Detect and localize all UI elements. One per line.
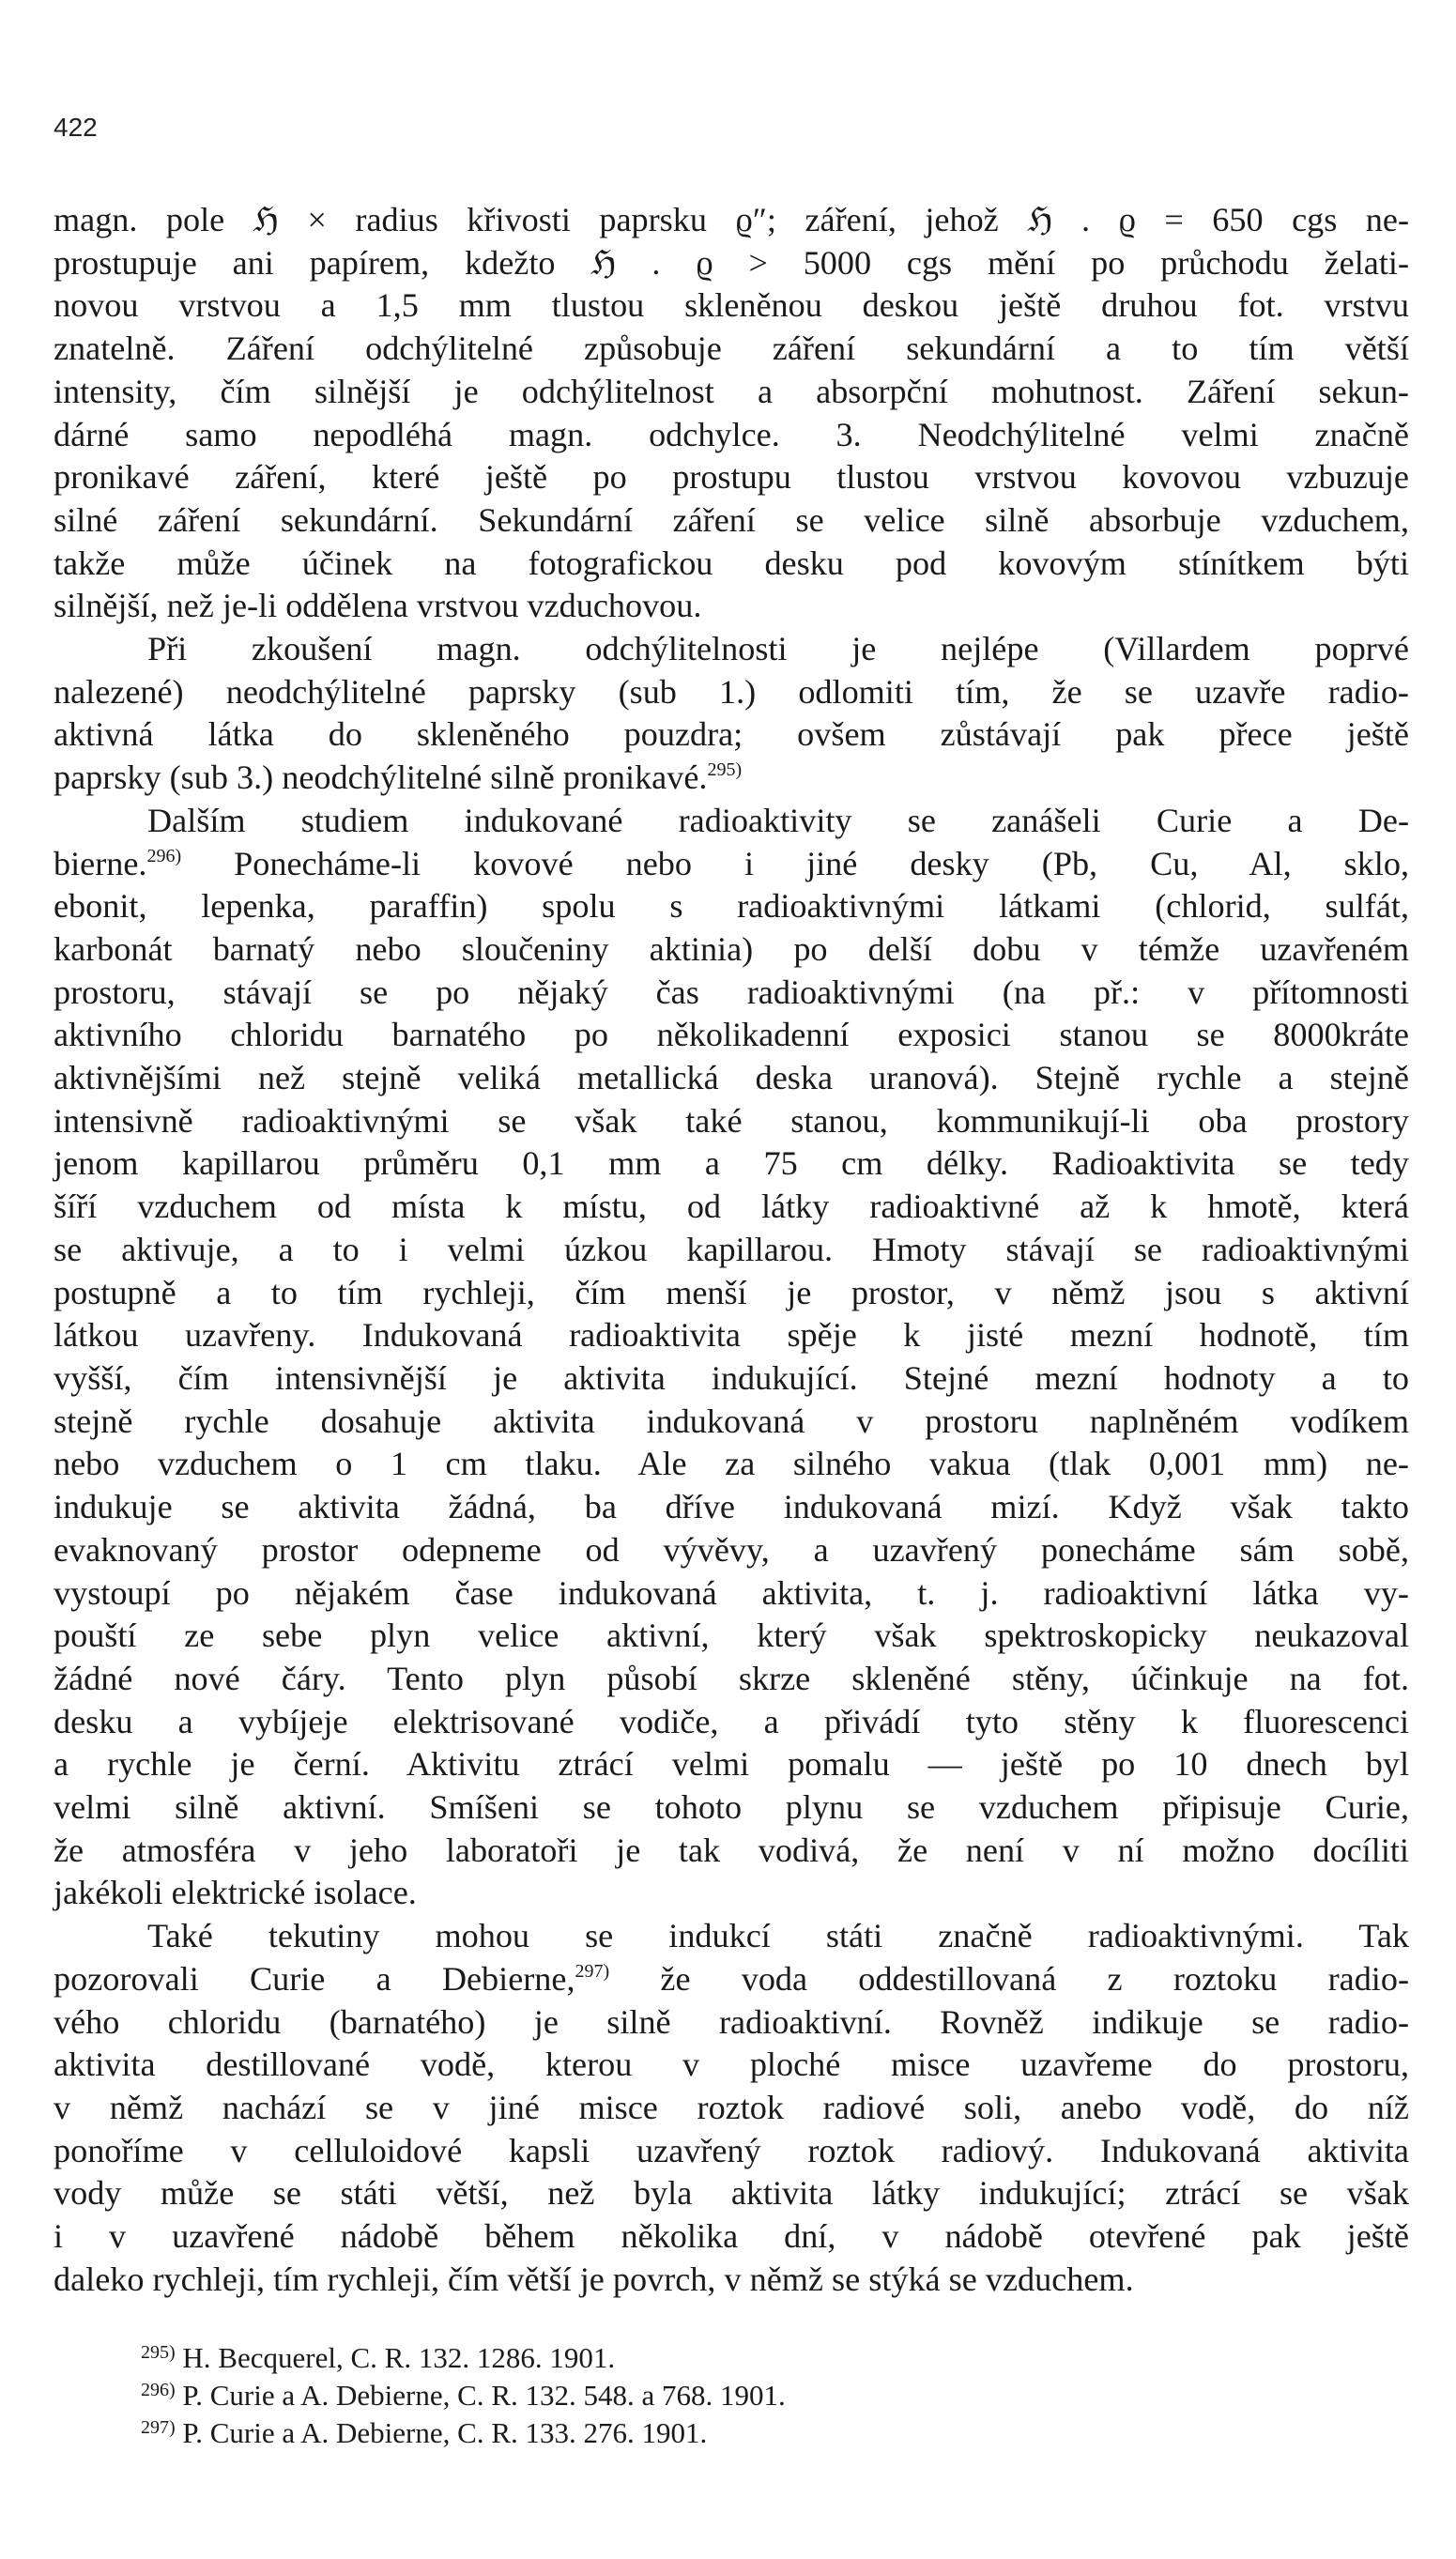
text-line — [54, 1186, 1409, 1229]
text-line — [54, 1486, 1409, 1529]
line-text: ebonit, lepenka, paraffin) spolu s radioaktivnými látkami (chlorid, sulfát, — [54, 887, 1409, 926]
footnote — [141, 2377, 786, 2414]
line-text: velmi silně aktivní. Smíšeni se tohoto plynu se vzduchem připisuje Curie, — [54, 1788, 1409, 1827]
text-line — [54, 1701, 1409, 1744]
text-line — [54, 1658, 1409, 1701]
text-line — [54, 1142, 1409, 1186]
text-line — [54, 1014, 1409, 1057]
text-line — [54, 1401, 1409, 1444]
line-text: aktivnějšími než stejně veliká metallická deska uranová). Stejně rychle a stejně — [54, 1059, 1409, 1097]
line-text: aktivná látka do skleněného pouzdra; ovšem zůstávají pak přece ještě — [54, 715, 1409, 754]
line-text: intensity, čím silnější je odchýlitelnost a absorpční mohutnost. Záření sekun- — [54, 372, 1409, 410]
footnote-ref: 296) — [146, 845, 182, 866]
text-line — [54, 1615, 1409, 1658]
text-line — [54, 328, 1409, 371]
line-text: Dalším studiem indukované radioaktivity se zanášeli Curie a De- — [147, 801, 1409, 839]
text-line — [54, 371, 1409, 414]
text-line — [54, 1572, 1409, 1616]
text-line — [54, 972, 1409, 1015]
text-line — [54, 1272, 1409, 1315]
footnote-number: 296) — [141, 2380, 176, 2400]
text-line — [54, 1443, 1409, 1486]
text-line — [54, 585, 1409, 628]
line-text: prostupuje ani papírem, kdežto ℌ . ϱ > 5000 cgs mění po průchodu želati- — [54, 243, 1409, 282]
text-line — [54, 199, 1409, 242]
text-line — [54, 713, 1409, 757]
line-text: novou vrstvou a 1,5 mm tlustou skleněnou deskou ještě druhou fot. vrstvu — [54, 286, 1409, 325]
text-line — [54, 1915, 1409, 1958]
line-text: prostoru, stávají se po nějaký čas radioaktivnými (na př.: v přítomnosti — [54, 973, 1409, 1011]
line-text: vystoupí po nějakém čase indukovaná aktivita, t. j. radioaktivní látka vy- — [54, 1573, 1409, 1612]
text-line — [54, 1357, 1409, 1401]
line-text: ponoříme v celluloidové kapsli uzavřený roztok radiový. Indukovaná aktivita — [54, 2131, 1409, 2169]
footnote-number: 295) — [141, 2342, 176, 2363]
text-line — [54, 2087, 1409, 2130]
page-number: 422 — [54, 113, 98, 142]
footnote — [141, 2339, 786, 2377]
line-text: postupně a to tím rychleji, čím menší je prostor, v němž jsou s aktivní — [54, 1273, 1409, 1311]
line-text: intensivně radioaktivnými se však také stanou, kommunikují-li oba prostory — [54, 1101, 1409, 1140]
text-line — [54, 2259, 1409, 2302]
line-text: silnější, než je-li oddělena vrstvou vzduchovou. — [54, 587, 702, 625]
line-text: jenom kapillarou průměru 0,1 mm a 75 cm délky. Radioaktivita se tedy — [54, 1144, 1409, 1183]
line-text: i v uzavřené nádobě během několika dní, v nádobě otevřené pak ještě — [54, 2217, 1409, 2256]
line-text: pozorovali Curie a Debierne, — [54, 1959, 575, 1998]
text-line — [54, 456, 1409, 499]
text-line — [54, 2172, 1409, 2215]
footnote-ref: 297) — [575, 1960, 610, 1982]
line-text: že atmosféra v jeho laboratoři je tak vodivá, že není v ní možno docíliti — [54, 1831, 1409, 1869]
line-text: vého chloridu (barnatého) je silně radioaktivní. Rovněž indikuje se radio- — [54, 2002, 1409, 2041]
footnote-ref: 295) — [707, 759, 743, 781]
line-text: a rychle je černí. Aktivitu ztrácí velmi pomalu — ještě po 10 dnech byl — [54, 1745, 1409, 1784]
text-line — [54, 1314, 1409, 1357]
text-line — [54, 843, 1409, 886]
line-text: pouští ze sebe plyn velice aktivní, který však spektroskopicky neukazoval — [54, 1617, 1409, 1655]
text-line — [54, 2001, 1409, 2045]
text-line — [54, 499, 1409, 543]
line-text-after: že voda oddestillovaná z roztoku radio- — [609, 1959, 1409, 1998]
text-line — [54, 928, 1409, 972]
footnotes — [141, 2339, 786, 2452]
line-text: nalezené) neodchýlitelné paprsky (sub 1.) odlomiti tím, že se uzavře radio- — [54, 672, 1409, 711]
line-text: šíří vzduchem od místa k místu, od látky radioaktivné až k hmotě, která — [54, 1188, 1409, 1226]
text-line — [54, 885, 1409, 928]
line-text: karbonát barnatý nebo sloučeniny aktinia) po delší dobu v témže uzavřeném — [54, 929, 1409, 968]
text-line — [54, 1057, 1409, 1100]
line-text: silné záření sekundární. Sekundární záření se velice silně absorbuje vzduchem, — [54, 500, 1409, 539]
text-line — [54, 414, 1409, 457]
line-text: daleko rychleji, tím rychleji, čím větší je povrch, v němž se stýká se vzduchem. — [54, 2260, 1134, 2298]
line-text: Při zkoušení magn. odchýlitelnosti je nejlépe (Villardem poprvé — [147, 630, 1409, 668]
text-line — [54, 628, 1409, 671]
line-text: indukuje se aktivita žádná, ba dříve indukovaná mizí. Když však takto — [54, 1488, 1409, 1526]
footnote-number: 297) — [141, 2417, 176, 2438]
line-text: vody může se státi větší, než byla aktivita látky indukující; ztrácí se však — [54, 2174, 1409, 2213]
text-line — [54, 1743, 1409, 1786]
line-text: Také tekutiny mohou se indukcí státi značně radioaktivnými. Tak — [147, 1917, 1409, 1955]
text-line — [54, 1830, 1409, 1873]
footnote-text: P. Curie a A. Debierne, C. R. 132. 548. a 768. 1901. — [175, 2379, 786, 2412]
text-line — [54, 2130, 1409, 2173]
line-text: se aktivuje, a to i velmi úzkou kapillarou. Hmoty stávají se radioaktivnými — [54, 1230, 1409, 1268]
line-text: desku a vybíjeje elektrisované vodiče, a přivádí tyto stěny k fluorescenci — [54, 1702, 1409, 1740]
line-text: pronikavé záření, které ještě po prostupu tlustou vrstvou kovovou vzbuzuje — [54, 458, 1409, 497]
text-line — [54, 2215, 1409, 2259]
text-line — [54, 1100, 1409, 1143]
line-text: magn. pole ℌ × radius křivosti paprsku ϱ″; záření, jehož ℌ . ϱ = 650 cgs ne- — [54, 201, 1409, 238]
line-text: látkou uzavřeny. Indukovaná radioaktivita spěje k jisté mezní hodnotě, tím — [54, 1316, 1409, 1355]
text-line — [54, 671, 1409, 714]
text-line — [54, 1529, 1409, 1572]
line-text: vyšší, čím intensivnější je aktivita indukující. Stejné mezní hodnoty a to — [54, 1358, 1409, 1397]
line-text: takže může účinek na fotografickou desku pod kovovým stínítkem býti — [54, 544, 1409, 582]
line-text: aktivita destillované vodě, kterou v ploché misce uzavřeme do prostoru, — [54, 2046, 1409, 2084]
text-line — [54, 1786, 1409, 1830]
line-text: dárné samo nepodléhá magn. odchylce. 3. Neodchýlitelné velmi značně — [54, 415, 1409, 453]
line-text: v němž nachází se v jiné misce roztok radiové soli, anebo vodě, do níž — [54, 2088, 1409, 2126]
line-text: nebo vzduchem o 1 cm tlaku. Ale za silného vakua (tlak 0,001 mm) ne- — [54, 1445, 1409, 1483]
line-text: jakékoli elektrické isolace. — [54, 1874, 417, 1912]
text-line — [54, 757, 1409, 800]
text-line — [54, 284, 1409, 328]
line-text: paprsky (sub 3.) neodchýlitelné silně pronikavé. — [54, 759, 708, 797]
footnote-text: H. Becquerel, C. R. 132. 1286. 1901. — [175, 2341, 616, 2374]
text-line — [54, 800, 1409, 843]
line-text: stejně rychle dosahuje aktivita indukovaná v prostoru naplněném vodíkem — [54, 1402, 1409, 1440]
line-text: bierne. — [54, 844, 147, 882]
text-line — [54, 543, 1409, 586]
line-text: aktivního chloridu barnatého po několikadenní exposici stanou se 8000kráte — [54, 1016, 1409, 1054]
line-text: znatelně. Záření odchýlitelné způsobuje záření sekundární a to tím větší — [54, 329, 1409, 368]
footnote — [141, 2414, 786, 2452]
footnote-text: P. Curie a A. Debierne, C. R. 133. 276. 1901. — [175, 2416, 708, 2449]
line-text: evaknovaný prostor odepneme od vývěvy, a uzavřený ponecháme sám sobě, — [54, 1530, 1409, 1569]
text-line — [54, 242, 1409, 285]
line-text-after: Ponecháme-li kovové nebo i jiné desky (Pb, Cu, Al, sklo, — [181, 844, 1409, 882]
line-text: žádné nové čáry. Tento plyn působí skrze skleněné stěny, účinkuje na fot. — [54, 1659, 1409, 1697]
text-line — [54, 2044, 1409, 2087]
text-line — [54, 1229, 1409, 1272]
text-line — [54, 1872, 1409, 1915]
text-line — [54, 1958, 1409, 2001]
body-text — [54, 199, 1409, 2301]
